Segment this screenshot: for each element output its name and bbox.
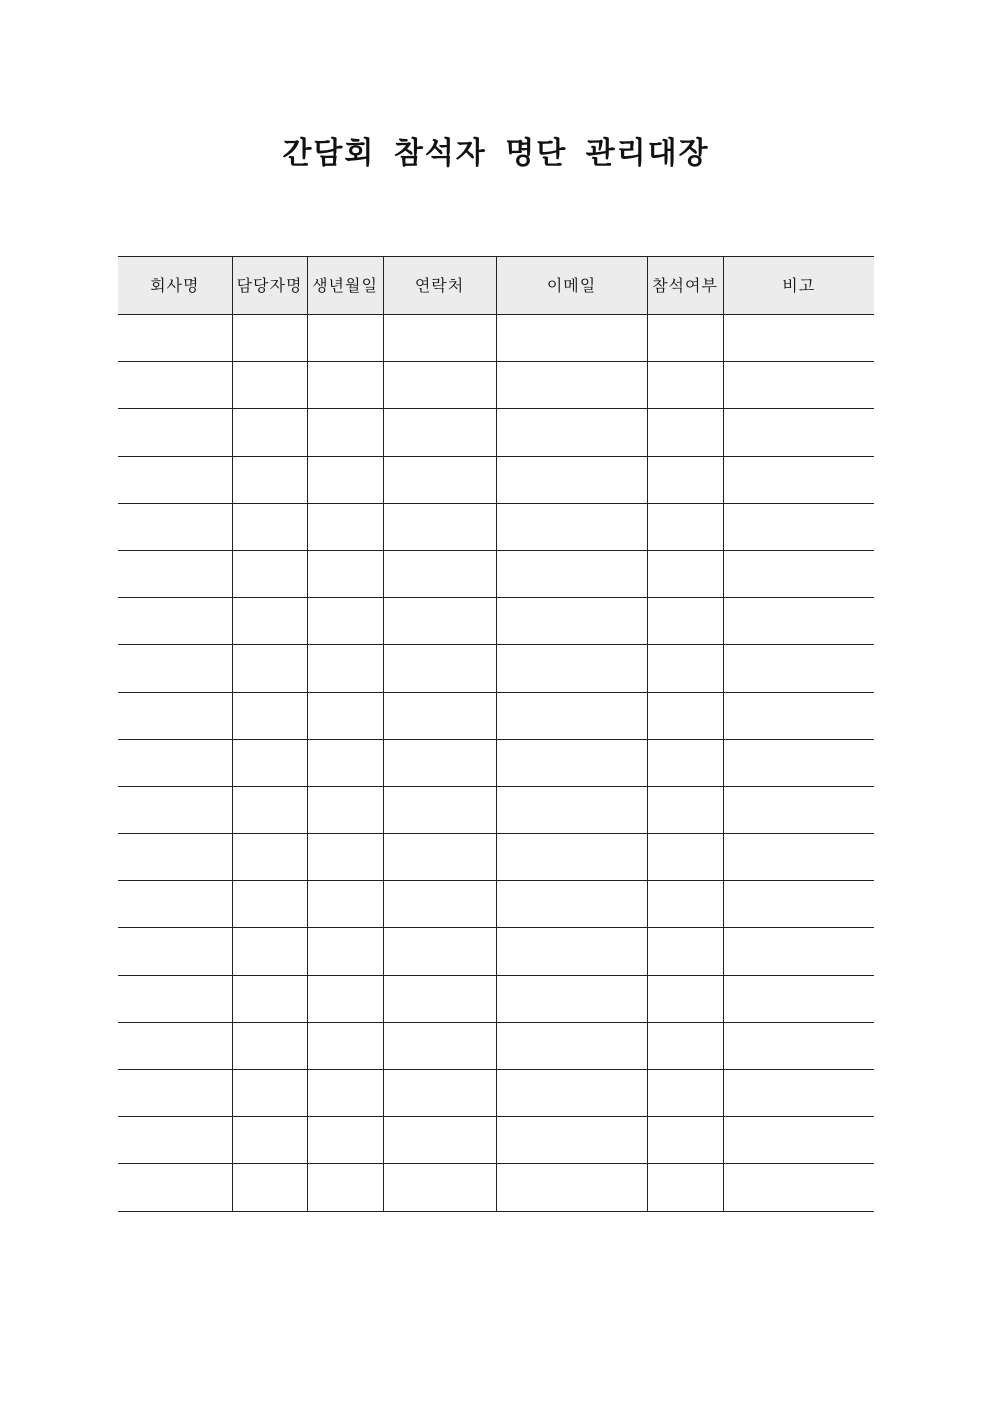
cell-email[interactable] [496,456,647,503]
cell-attendance[interactable] [647,739,723,786]
cell-notes[interactable] [723,786,874,833]
cell-attendance[interactable] [647,1117,723,1164]
cell-phone[interactable] [383,881,496,928]
cell-notes[interactable] [723,503,874,550]
cell-birth-date[interactable] [307,550,383,597]
cell-birth-date[interactable] [307,645,383,692]
cell-notes[interactable] [723,975,874,1022]
cell-notes[interactable] [723,834,874,881]
cell-birth-date[interactable] [307,1117,383,1164]
table-row [118,928,874,975]
header-notes [723,257,874,315]
cell-notes[interactable] [723,645,874,692]
cell-contact-person[interactable] [232,975,307,1022]
cell-email[interactable] [496,1164,647,1211]
cell-notes[interactable] [723,692,874,739]
cell-phone[interactable] [383,1022,496,1069]
cell-contact-person[interactable] [232,928,307,975]
cell-company[interactable] [118,503,232,550]
cell-attendance[interactable] [647,645,723,692]
cell-birth-date[interactable] [307,456,383,503]
header-notes-label: 비고 [782,275,816,295]
table-row [118,975,874,1022]
cell-attendance[interactable] [647,834,723,881]
cell-birth-date[interactable] [307,975,383,1022]
header-attendance [647,257,723,315]
table-row [118,362,874,409]
cell-contact-person[interactable] [232,1117,307,1164]
cell-company[interactable] [118,550,232,597]
table-row [118,1070,874,1117]
header-birth-date-label: 생년월일 [312,275,378,295]
cell-email[interactable] [496,1117,647,1164]
table-row [118,409,874,456]
cell-email[interactable] [496,645,647,692]
cell-contact-person[interactable] [232,315,307,362]
cell-birth-date[interactable] [307,1164,383,1211]
header-contact-person [232,257,307,315]
cell-email[interactable] [496,409,647,456]
cell-notes[interactable] [723,1070,874,1117]
cell-company[interactable] [118,1164,232,1211]
cell-attendance[interactable] [647,362,723,409]
cell-notes[interactable] [723,1117,874,1164]
cell-notes[interactable] [723,1022,874,1069]
cell-email[interactable] [496,928,647,975]
header-phone [383,257,496,315]
cell-notes[interactable] [723,598,874,645]
cell-notes[interactable] [723,409,874,456]
table-row [118,456,874,503]
cell-contact-person[interactable] [232,456,307,503]
attendee-roster-table [118,256,874,1212]
cell-contact-person[interactable] [232,598,307,645]
cell-attendance[interactable] [647,881,723,928]
cell-company[interactable] [118,1117,232,1164]
cell-attendance[interactable] [647,1164,723,1211]
cell-phone[interactable] [383,409,496,456]
cell-email[interactable] [496,692,647,739]
cell-contact-person[interactable] [232,786,307,833]
cell-email[interactable] [496,739,647,786]
table-row [118,739,874,786]
cell-company[interactable] [118,786,232,833]
cell-notes[interactable] [723,315,874,362]
table-row [118,786,874,833]
cell-contact-person[interactable] [232,409,307,456]
cell-birth-date[interactable] [307,503,383,550]
table-row [118,1022,874,1069]
table-row [118,692,874,739]
cell-company[interactable] [118,362,232,409]
table-row [118,881,874,928]
cell-phone[interactable] [383,692,496,739]
table-row [118,598,874,645]
cell-birth-date[interactable] [307,881,383,928]
cell-email[interactable] [496,1022,647,1069]
cell-contact-person[interactable] [232,692,307,739]
cell-phone[interactable] [383,786,496,833]
cell-phone[interactable] [383,456,496,503]
header-email-label: 이메일 [546,275,597,295]
cell-contact-person[interactable] [232,881,307,928]
cell-phone[interactable] [383,315,496,362]
cell-phone[interactable] [383,1164,496,1211]
cell-contact-person[interactable] [232,1070,307,1117]
cell-birth-date[interactable] [307,1022,383,1069]
cell-company[interactable] [118,456,232,503]
cell-phone[interactable] [383,739,496,786]
cell-phone[interactable] [383,1117,496,1164]
header-company [118,257,232,315]
cell-contact-person[interactable] [232,834,307,881]
cell-birth-date[interactable] [307,692,383,739]
cell-phone[interactable] [383,928,496,975]
table-row [118,503,874,550]
cell-notes[interactable] [723,881,874,928]
page-title: 간담회 참석자 명단 관리대장 [282,136,710,171]
cell-contact-person[interactable] [232,362,307,409]
cell-email[interactable] [496,1070,647,1117]
cell-phone[interactable] [383,1070,496,1117]
cell-attendance[interactable] [647,692,723,739]
cell-birth-date[interactable] [307,598,383,645]
cell-attendance[interactable] [647,928,723,975]
header-attendance-label: 참석여부 [652,275,718,295]
cell-birth-date[interactable] [307,786,383,833]
cell-attendance[interactable] [647,1022,723,1069]
cell-attendance[interactable] [647,975,723,1022]
cell-company[interactable] [118,315,232,362]
cell-company[interactable] [118,928,232,975]
table-row [118,550,874,597]
cell-birth-date[interactable] [307,362,383,409]
cell-attendance[interactable] [647,550,723,597]
cell-company[interactable] [118,645,232,692]
cell-company[interactable] [118,1022,232,1069]
table-row [118,834,874,881]
cell-email[interactable] [496,315,647,362]
cell-contact-person[interactable] [232,1022,307,1069]
cell-birth-date[interactable] [307,409,383,456]
cell-contact-person[interactable] [232,645,307,692]
table-row [118,645,874,692]
cell-email[interactable] [496,786,647,833]
cell-email[interactable] [496,362,647,409]
cell-notes[interactable] [723,739,874,786]
cell-company[interactable] [118,975,232,1022]
table-body [118,315,874,1212]
cell-notes[interactable] [723,928,874,975]
cell-attendance[interactable] [647,409,723,456]
header-phone-label: 연락처 [414,275,465,295]
cell-attendance[interactable] [647,598,723,645]
cell-email[interactable] [496,550,647,597]
cell-email[interactable] [496,834,647,881]
cell-company[interactable] [118,409,232,456]
cell-phone[interactable] [383,834,496,881]
cell-notes[interactable] [723,550,874,597]
cell-notes[interactable] [723,362,874,409]
cell-contact-person[interactable] [232,550,307,597]
cell-birth-date[interactable] [307,928,383,975]
table-row [118,1164,874,1211]
cell-attendance[interactable] [647,315,723,362]
header-birth-date [307,257,383,315]
cell-company[interactable] [118,739,232,786]
table-header [118,257,874,315]
header-row [118,257,874,315]
cell-email[interactable] [496,503,647,550]
cell-birth-date[interactable] [307,834,383,881]
cell-email[interactable] [496,881,647,928]
cell-contact-person[interactable] [232,1164,307,1211]
cell-attendance[interactable] [647,503,723,550]
header-email [496,257,647,315]
cell-email[interactable] [496,975,647,1022]
cell-company[interactable] [118,834,232,881]
cell-phone[interactable] [383,645,496,692]
cell-attendance[interactable] [647,786,723,833]
cell-phone[interactable] [383,550,496,597]
cell-email[interactable] [496,598,647,645]
cell-phone[interactable] [383,362,496,409]
cell-birth-date[interactable] [307,315,383,362]
cell-phone[interactable] [383,598,496,645]
cell-phone[interactable] [383,503,496,550]
cell-notes[interactable] [723,1164,874,1211]
cell-phone[interactable] [383,975,496,1022]
cell-company[interactable] [118,598,232,645]
cell-contact-person[interactable] [232,739,307,786]
cell-birth-date[interactable] [307,739,383,786]
cell-notes[interactable] [723,456,874,503]
cell-birth-date[interactable] [307,1070,383,1117]
cell-company[interactable] [118,1070,232,1117]
cell-attendance[interactable] [647,456,723,503]
header-contact-person-label: 담당자명 [236,275,303,295]
cell-company[interactable] [118,881,232,928]
cell-company[interactable] [118,692,232,739]
header-company-label: 회사명 [150,275,200,295]
cell-attendance[interactable] [647,1070,723,1117]
table-row [118,315,874,362]
cell-contact-person[interactable] [232,503,307,550]
table-row [118,1117,874,1164]
